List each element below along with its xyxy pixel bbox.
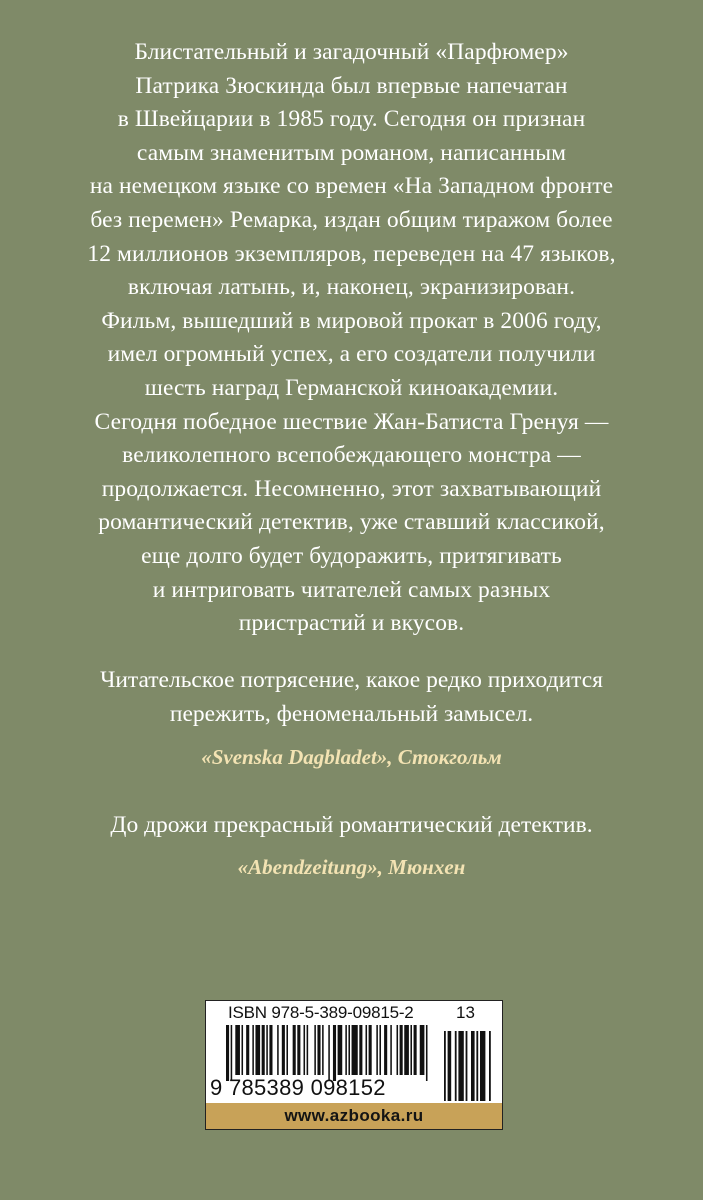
review-quote-2	[10, 809, 693, 843]
description-line: еще долго будет будоражить, притягивать	[141, 542, 562, 569]
description-line: в Швейцарии в 1985 году. Сегодня он признан	[117, 106, 586, 133]
description-line: самым знаменитым романом, написанным	[136, 139, 567, 166]
description-text	[20, 36, 683, 641]
barcode-panel	[205, 1000, 503, 1130]
description-line: Сегодня победное шествие Жан-Батиста Гренуя —	[94, 408, 609, 435]
description-line: включая латынь, и, наконец, экранизирован.	[127, 274, 576, 301]
description-line: Патрика Зюскинда был впервые напечатан	[135, 72, 568, 99]
addon-code: 13	[456, 1003, 475, 1022]
description-line: и интриговать читателей самых разных	[152, 576, 551, 603]
description-line: шесть наград Германской киноакадемии.	[144, 374, 559, 401]
description-line: великолепного всепобеждающего монстра —	[122, 442, 581, 469]
description-line: пристрастий и вкусов.	[238, 610, 465, 637]
description-line: без перемен» Ремарка, издан общим тиражом более	[90, 206, 613, 233]
description-line: Блистательный и загадочный «Парфюмер»	[134, 39, 569, 65]
barcode-digits: 9 785389 098152	[210, 1075, 386, 1100]
isbn-label: ISBN 978-5-389-09815-2	[228, 1003, 414, 1022]
review-quote-1	[10, 664, 693, 731]
review-attribution-1: «Svenska Dagbladet», Стокгольм	[201, 745, 502, 769]
description-line: Фильм, вышедший в мировой прокат в 2006 году,	[101, 307, 602, 334]
description-line: 12 миллионов экземпляров, переведен на 47 языков,	[87, 240, 616, 267]
publisher-url: www.azbooka.ru	[206, 1103, 502, 1129]
description-line: имел огромный успех, а его создатели получили	[107, 341, 596, 368]
review-quote-line: До дрожи прекрасный романтический детектив.	[110, 812, 593, 838]
description-line: продолжается. Несомненно, этот захватывающий	[101, 475, 602, 502]
review-quote-line: Читательское потрясение, какое редко приходится	[100, 667, 603, 693]
description-line: романтический детектив, уже ставший классикой,	[98, 509, 605, 536]
description-line: на немецком языке со времен «На Западном фронте	[89, 173, 614, 200]
review-attribution-2: «Abendzeitung», Мюнхен	[237, 855, 466, 879]
review-quote-line: пережить, феноменальный замысел.	[169, 700, 534, 727]
